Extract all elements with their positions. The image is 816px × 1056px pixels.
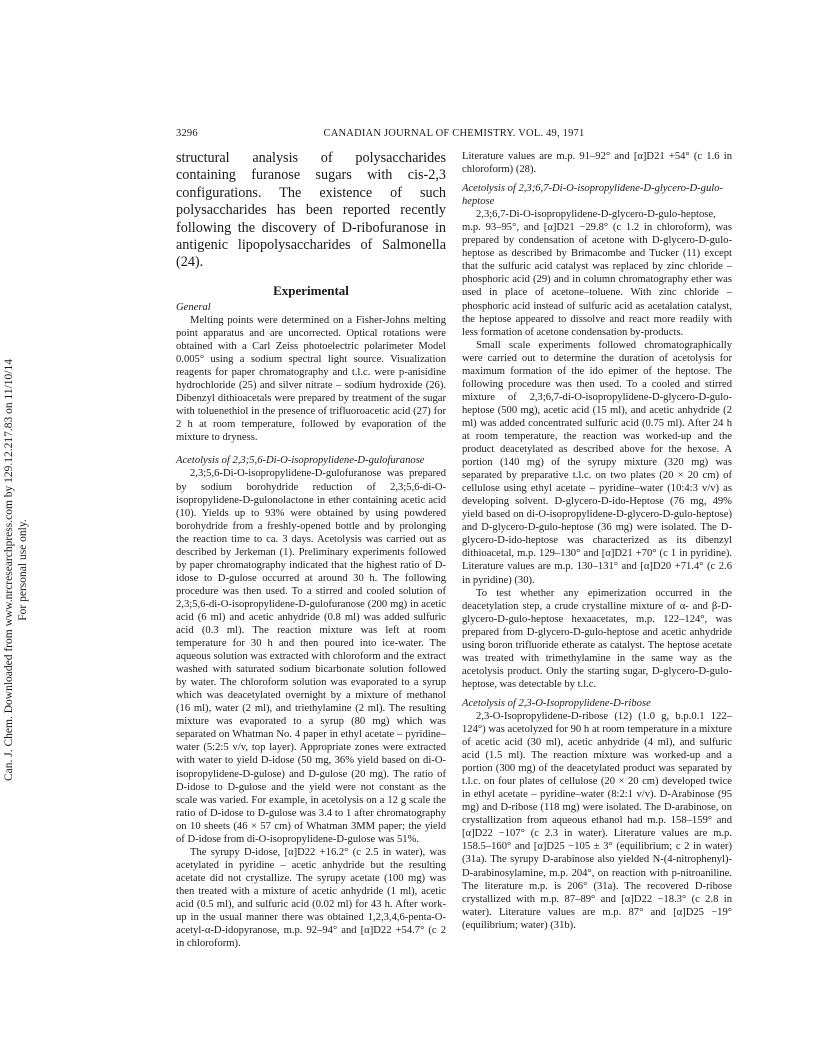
running-header — [176, 128, 732, 142]
general-heading: General — [176, 301, 211, 313]
acetolysis-gulofuranose-paragraph-1: 2,3;5,6-Di-O-isopropylidene-D-gulofuranose was prepared by sodium borohydride reduction of 2,3;5,6-di-O-isopropylidene-D-gulonolactone in ether containing acetic acid (10). Yields up to 93% were obtained by using powdered borohydride from a freshly-opened bottle and by prolonging the reaction time to ca. 3 days. Acetolysis was carried out as described by Jerkeman (1). Preliminary experiments followed by paper chromatography indicated that the highest ratio of D-idose to D-gulose occurred at around 30 h. The following procedure was then used. To a stirred and cooled solution of 2,3;5,6-di-O-isopropylidene-D-gulofuranose (200 mg) in acetic acid (6 ml) and acetic anhydride (0.8 ml) was added sulfuric acid (0.3 ml). The reaction mixture was left at room temperature for 30 h and then poured into ice-water. The aqueous solution was extracted with chloroform and the extract washed with saturated sodium bicarbonate solution followed by water. The chloroform solution was evaporated to a syrup which was deacetylated overnight by a mixture of methanol (16 ml), water (2 ml), and triethylamine (2 ml). The resulting mixture was evaporated to a syrup (80 mg) which was separated on Whatman No. 4 paper in ethyl acetate – pyridine–water (5:2:5 v/v, top layer). Appropriate zones were extracted with water to yield D-idose (50 mg, 36% yield based on di-O-isopropylidene-D-gulose) and D-gulose (20 mg). The ratio of D-idose to D-gulose and the yield were not constant as the scale was varied. For example, in acetolysis on a 12 g scale the ratio of D-idose to D-gulose was 3.4 to 1 after chromatography on 10 sheets (46 × 57 cm) of Whatman 3MM paper; the yield of D-idose from di-O-isopropylidene-D-gulose was 51%. — [176, 468, 446, 845]
page-number: 3296 — [176, 128, 198, 139]
acetolysis-heptose-paragraph-2: Small scale experiments followed chromatographically were carried out to determine the duration of acetolysis for maximum formation of the ido epimer of the heptose. The following procedure was then used. To a cooled and stirred mixture of 2,3;6,7-di-O-isopropylidene-D-glycero-D-gulo-heptose (500 mg), acetic acid (15 ml), and acetic anhydride (2 ml) was added concentrated sulfuric acid (0.75 ml). After 24 h at room temperature, the reaction was worked-up and the product deacetylated as described above for the hexose. A portion (140 mg) of the syrupy mixture (320 mg) was separated by preparative t.l.c. on two plates (20 × 20 cm) of cellulose using ethyl acetate – pyridine–water (10:4:3 v/v) as developing solvent. D-glycero-D-ido-Heptose (76 mg, 49% yield based on di-O-isopropylidene-D-glycero-D-gulo-heptose) and D-glycero-D-gulo-heptose (36 mg) were isolated. The D-glycero-D-ido-heptose was characterized as its dibenzyl dithioacetal, m.p. 129–130° and [α]D21 +70° (c 1 in pyridine). Literature values are m.p. 130–131° and [α]D20 +71.4° (c 2.6 in pyridine) (30). — [462, 339, 732, 586]
intro-paragraph: structural analysis of polysaccharides containing furanose sugars with cis-2,3 configurations. The existence of such polysaccharides has been reported recently following the discovery of D-ribofuranose in antigenic lipopolysaccharides of Salmonella (24). — [176, 150, 446, 271]
download-notice-line1: Can. J. Chem. Downloaded from www.nrcresearchpress.com by 129.12.217.83 on 11/10/14 — [3, 359, 15, 782]
acetolysis-heptose-paragraph-1: 2,3;6,7-Di-O-isopropylidene-D-glycero-D-gulo-heptose, m.p. 93–95°, and [α]D21 −29.8° (c 1.2 in chloroform), was prepared by condensation of acetone with D-glycero-D-gulo-heptose as described by Brimacombe and Tucker (11) except that the sulfuric acid catalyst was replaced by zinc chloride – phosphoric acid (29) and in column chromatography ether was used in place of acetone–toluene. With zinc chloride – phosphoric acid instead of sulfuric acid as acetalation catalyst, the heptose appeared to dissolve and react more readily with less formation of acetone condensation by-products. — [462, 209, 732, 338]
general-paragraph: Melting points were determined on a Fisher-Johns melting point apparatus and are uncorrected. Optical rotations were obtained with a Carl Zeiss photoelectric polarimeter Model 0.005° using a sodium spectral light source. Visualization reagents for paper chromatography and t.l.c. were p-anisidine hydrochloride (25) and silver nitrate – sodium hydroxide (26). Dibenzyl dithioacetals were prepared by treatment of the sugar with toluenethiol in the presence of trifluoroacetic acid (27) for 2 h at room temperature, followed by evaporation of the mixture to dryness. — [176, 314, 446, 444]
acetolysis-gulofuranose-paragraph-2: The syrupy D-idose, [α]D22 +16.2° (c 2.5 in water), was acetylated in pyridine – acetic anhydride but the resulting acetate did not crystallize. The syrupy acetate (100 mg) was then treated with a mixture of acetic anhydride (1 ml), acetic acid (0.5 ml), and sulfuric acid (0.02 ml) for 43 h. After work-up in the usual manner there was obtained 1,2,3,4,6-penta-O-acetyl-α-D-idopyranose, m.p. 92–94° and [α]D22 +54.7° (c 2 in chloroform). — [176, 846, 446, 950]
download-notice — [2, 170, 42, 970]
journal-title: CANADIAN JOURNAL OF CHEMISTRY. VOL. 49, 1971 — [323, 128, 585, 139]
acetolysis-heptose-heading: Acetolysis of 2,3;6,7-Di-O-isopropylidene-D-glycero-D-gulo-heptose — [462, 183, 724, 208]
acetolysis-gulofuranose-heading: Acetolysis of 2,3;5,6-Di-O-isopropylidene-D-gulofuranose — [176, 455, 425, 467]
acetolysis-ribose-paragraph: 2,3-O-Isopropylidene-D-ribose (12) (1.0 g, b.p.0.1 122–124°) was acetolyzed for 90 h at room temperature in a mixture of acetic acid (30 ml), acetic anhydride (4 ml), and sulfuric acid (1.5 ml). The reaction mixture was worked-up and a portion (300 mg) of the deacetylated product was separated by t.l.c. on four plates of cellulose (20 × 20 cm) developed twice in ethyl acetate – pyridine–water (8:2:1 v/v). D-Arabinose (95 mg) and D-ribose (118 mg) were isolated. The D-arabinose, on crystallization from aqueous ethanol had m.p. 158–159° and [α]D22 −107° (c 2.3 in water). Literature values are m.p. 158.5–160° and [α]D25 −105 ± 3° (equilibrium; c 2 in water) (31a). The syrupy D-arabinose also yielded N-(4-nitrophenyl)-D-arabinosylamine, m.p. 204°, on reaction with p-nitroaniline. The literature m.p. is 206° (31a). The recovered D-ribose crystallized with m.p. 87–89° and [α]D22 −18.3° (c 2.8 in water). Literature values are m.p. 87° and [α]D25 −19° (equilibrium; water) (31b). — [462, 710, 732, 931]
left-column — [176, 150, 446, 950]
section-title: Experimental — [273, 282, 349, 298]
continuation-paragraph: Literature values are m.p. 91–92° and [α]D21 +54° (c 1.6 in chloroform) (28). — [462, 151, 732, 176]
download-notice-line2: For personal use only. — [17, 519, 29, 621]
acetolysis-ribose-heading: Acetolysis of 2,3-O-Isopropylidene-D-ribose — [462, 697, 651, 709]
acetolysis-heptose-paragraph-3: To test whether any epimerization occurred in the deacetylation step, a crude crystalline mixture of α- and β-D-glycero-D-gulo-heptose hexaacetates, m.p. 122–124°, was prepared from D-glycero-D-gulo-heptose and acetic anhydride using boron trifluoride etherate as catalyst. The heptose acetate was treated with trimethylamine in the same way as the acetolysis product. Only the starting sugar, D-glycero-D-gulo-heptose, was detectable by t.l.c. — [462, 587, 732, 690]
right-column — [462, 150, 732, 932]
